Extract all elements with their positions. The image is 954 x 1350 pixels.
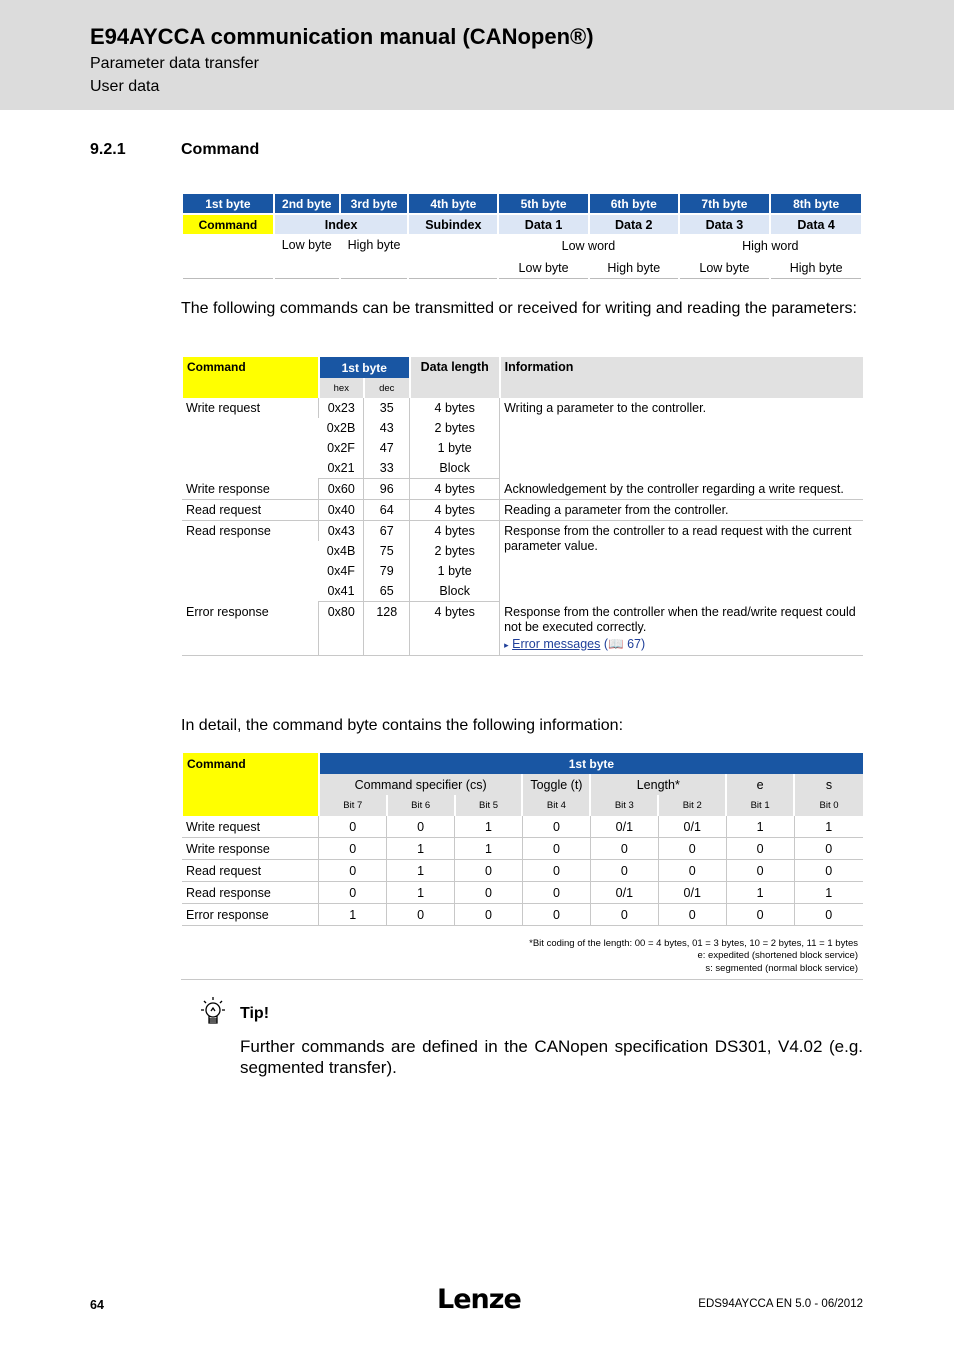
bit-value: 0 xyxy=(590,904,658,926)
bit-value: 0 xyxy=(522,816,590,838)
bit-value: 0/1 xyxy=(590,816,658,838)
byte-layout-table xyxy=(181,192,863,279)
data-length: 4 bytes xyxy=(410,602,500,656)
command-name: Read response xyxy=(182,882,319,904)
col-first-byte: 1st byte xyxy=(319,357,410,378)
bit-value: 1 xyxy=(387,860,455,882)
data-low-byte: Low byte xyxy=(498,256,589,279)
manual-title: E94AYCCA communication manual (CANopen®) xyxy=(90,24,594,49)
low-word: Low word xyxy=(498,235,678,256)
header-subchapter: User data xyxy=(90,78,160,95)
table-row xyxy=(182,838,863,860)
command-name: Error response xyxy=(182,904,319,926)
byte-header: 2nd byte xyxy=(274,193,340,214)
bit-value: 1 xyxy=(387,838,455,860)
hex-value: 0x80 xyxy=(319,602,364,656)
high-word: High word xyxy=(679,235,862,256)
bit-value: 1 xyxy=(455,838,523,860)
data-high-byte: High byte xyxy=(770,256,862,279)
bit-header: Bit 4 xyxy=(522,795,590,816)
command-name: Write response xyxy=(182,838,319,860)
dec-value: 96 xyxy=(364,479,410,500)
bit-value: 0 xyxy=(455,904,523,926)
byte-header: 8th byte xyxy=(770,193,862,214)
byte-header: 5th byte xyxy=(498,193,589,214)
footnote-segmented: s: segmented (normal block service) xyxy=(705,963,858,974)
information: Reading a parameter from the controller. xyxy=(500,500,863,521)
bit-value: 0 xyxy=(319,882,387,904)
byte-header: 6th byte xyxy=(589,193,679,214)
col-data-length: Data length xyxy=(410,357,500,398)
data-low-byte: Low byte xyxy=(679,256,771,279)
section-title: Command xyxy=(181,141,260,158)
bit-value: 0 xyxy=(658,838,726,860)
arrow-right-icon: ▸ xyxy=(504,639,509,650)
dec-value: 33 xyxy=(364,458,410,479)
col-first-byte: 1st byte xyxy=(319,753,863,774)
data-length: 4 bytes xyxy=(410,521,500,542)
bit-value: 0/1 xyxy=(658,816,726,838)
bit-value: 1 xyxy=(726,882,794,904)
hex-value: 0x43 xyxy=(319,521,364,542)
bit-value: 0/1 xyxy=(658,882,726,904)
bit-value: 1 xyxy=(455,816,523,838)
bit-value: 0 xyxy=(522,838,590,860)
bit-value: 0 xyxy=(794,838,863,860)
table-row xyxy=(182,816,863,838)
bit-value: 0 xyxy=(319,816,387,838)
bit-header: Bit 0 xyxy=(794,795,863,816)
bit-value: 0 xyxy=(590,838,658,860)
byte-header: 3rd byte xyxy=(340,193,409,214)
information: Acknowledgement by the controller regarding a write request. xyxy=(500,479,863,500)
command-name: Write request xyxy=(186,401,261,415)
bit-value: 0 xyxy=(522,860,590,882)
subindex-cell: Subindex xyxy=(408,214,498,235)
lightbulb-icon xyxy=(196,996,230,1030)
table-row xyxy=(182,904,863,926)
hex-value: 0x23 xyxy=(319,398,364,418)
data-length: 2 bytes xyxy=(410,418,500,438)
command-name: Write request xyxy=(182,816,319,838)
bit-value: 1 xyxy=(319,904,387,926)
col-command: Command xyxy=(182,357,319,398)
command-cell: Command xyxy=(182,214,274,235)
bit-value: 0 xyxy=(726,860,794,882)
data-length: 1 byte xyxy=(410,438,500,458)
data1-cell: Data 1 xyxy=(498,214,589,235)
command-table xyxy=(181,357,863,656)
bit-value: 0 xyxy=(726,838,794,860)
hex-value: 0x40 xyxy=(319,500,364,521)
group-expedited: e xyxy=(726,774,794,795)
document-id: EDS94AYCCA EN 5.0 - 06/2012 xyxy=(698,1298,863,1310)
col-dec: dec xyxy=(364,378,410,398)
command-name: Read request xyxy=(182,860,319,882)
bit-value: 1 xyxy=(794,882,863,904)
bit-value: 0 xyxy=(522,882,590,904)
error-messages-link-row: ▸ Error messages (📖 67) xyxy=(504,636,646,651)
col-hex: hex xyxy=(319,378,364,398)
dec-value: 43 xyxy=(364,418,410,438)
data-length: 4 bytes xyxy=(410,398,500,418)
data-high-byte: High byte xyxy=(589,256,679,279)
link-page: 67 xyxy=(627,636,641,651)
information: Writing a parameter to the controller. xyxy=(500,398,863,479)
bit-value: 0 xyxy=(455,860,523,882)
bit-value: 0 xyxy=(794,860,863,882)
dec-value: 128 xyxy=(364,602,410,656)
bit-value: 0 xyxy=(319,860,387,882)
command-bits-table xyxy=(181,753,863,926)
intro-paragraph: The following commands can be transmitted or received for writing and reading the parameters: xyxy=(181,300,857,317)
data-length: Block xyxy=(410,458,500,479)
hex-value: 0x4B xyxy=(326,544,356,558)
footnote-expedited: e: expedited (shortened block service) xyxy=(697,950,858,961)
hex-value: 0x2F xyxy=(327,441,355,455)
lenze-logo: Lenze xyxy=(437,1284,521,1315)
tip-title: Tip! xyxy=(240,1005,270,1022)
page-number: 64 xyxy=(90,1298,104,1312)
command-name: Read request xyxy=(182,500,319,521)
detail-paragraph: In detail, the command byte contains the following information: xyxy=(181,717,624,734)
index-low-byte: Low byte xyxy=(274,235,340,279)
page-header xyxy=(0,0,954,110)
dec-value: 79 xyxy=(364,561,410,581)
error-messages-link[interactable]: Error messages xyxy=(512,636,601,651)
byte-header: 1st byte xyxy=(182,193,274,214)
dec-value: 65 xyxy=(364,581,410,602)
data4-cell: Data 4 xyxy=(770,214,862,235)
bit-header: Bit 1 xyxy=(726,795,794,816)
bit-header: Bit 7 xyxy=(319,795,387,816)
bit-value: 0 xyxy=(319,838,387,860)
group-length: Length* xyxy=(590,774,726,795)
bit-value: 0 xyxy=(455,882,523,904)
table-row xyxy=(182,860,863,882)
hex-value: 0x41 xyxy=(319,581,364,602)
bit-value: 0 xyxy=(726,904,794,926)
bit-value: 0 xyxy=(658,904,726,926)
bit-value: 0 xyxy=(658,860,726,882)
dec-value: 67 xyxy=(364,521,410,542)
byte-header: 4th byte xyxy=(408,193,498,214)
data3-cell: Data 3 xyxy=(679,214,771,235)
group-segmented: s xyxy=(794,774,863,795)
group-toggle: Toggle (t) xyxy=(522,774,590,795)
bit-value: 1 xyxy=(794,816,863,838)
divider xyxy=(181,979,863,980)
dec-value: 64 xyxy=(364,500,410,521)
col-command: Command xyxy=(182,753,319,816)
header-chapter: Parameter data transfer xyxy=(90,55,259,72)
bit-header: Bit 6 xyxy=(387,795,455,816)
dec-value: 75 xyxy=(364,541,410,561)
bit-value: 1 xyxy=(726,816,794,838)
command-name: Read response xyxy=(186,524,271,538)
byte-header: 7th byte xyxy=(679,193,771,214)
index-cell: Index xyxy=(274,214,409,235)
data-length: 4 bytes xyxy=(410,500,500,521)
data-length: 4 bytes xyxy=(410,479,500,500)
bit-header: Bit 5 xyxy=(455,795,523,816)
group-command-specifier: Command specifier (cs) xyxy=(319,774,523,795)
bit-value: 0 xyxy=(387,904,455,926)
dec-value: 47 xyxy=(364,438,410,458)
command-name: Error response xyxy=(182,602,319,656)
hex-value: 0x21 xyxy=(319,458,364,479)
data-length: 2 bytes xyxy=(410,541,500,561)
bit-value: 1 xyxy=(387,882,455,904)
table-row xyxy=(182,882,863,904)
data2-cell: Data 2 xyxy=(589,214,679,235)
hex-value: 0x60 xyxy=(319,479,364,500)
section-number: 9.2.1 xyxy=(90,141,126,158)
footnote-length: *Bit coding of the length: 00 = 4 bytes, 01 = 3 bytes, 10 = 2 bytes, 11 = 1 bytes xyxy=(529,938,858,949)
hex-value: 0x4F xyxy=(327,564,355,578)
hex-value: 0x2B xyxy=(326,421,356,435)
book-icon: 📖 xyxy=(608,636,624,651)
data-length: 1 byte xyxy=(410,561,500,581)
data-length: Block xyxy=(410,581,500,602)
information: Response from the controller to a read request with the current parameter value. xyxy=(500,521,863,602)
index-high-byte: High byte xyxy=(340,235,409,279)
col-information: Information xyxy=(500,357,863,398)
bit-value: 0 xyxy=(590,860,658,882)
bit-value: 0/1 xyxy=(590,882,658,904)
bit-header: Bit 2 xyxy=(658,795,726,816)
command-name: Write response xyxy=(182,479,319,500)
tip-text: Further commands are defined in the CANopen specification DS301, V4.02 (e.g. segmented transfer). xyxy=(240,1037,863,1077)
information: Response from the controller when the read/write request could not be executed correctly. xyxy=(504,604,856,634)
bit-value: 0 xyxy=(522,904,590,926)
bit-value: 0 xyxy=(387,816,455,838)
dec-value: 35 xyxy=(364,398,410,418)
bit-header: Bit 3 xyxy=(590,795,658,816)
bit-value: 0 xyxy=(794,904,863,926)
